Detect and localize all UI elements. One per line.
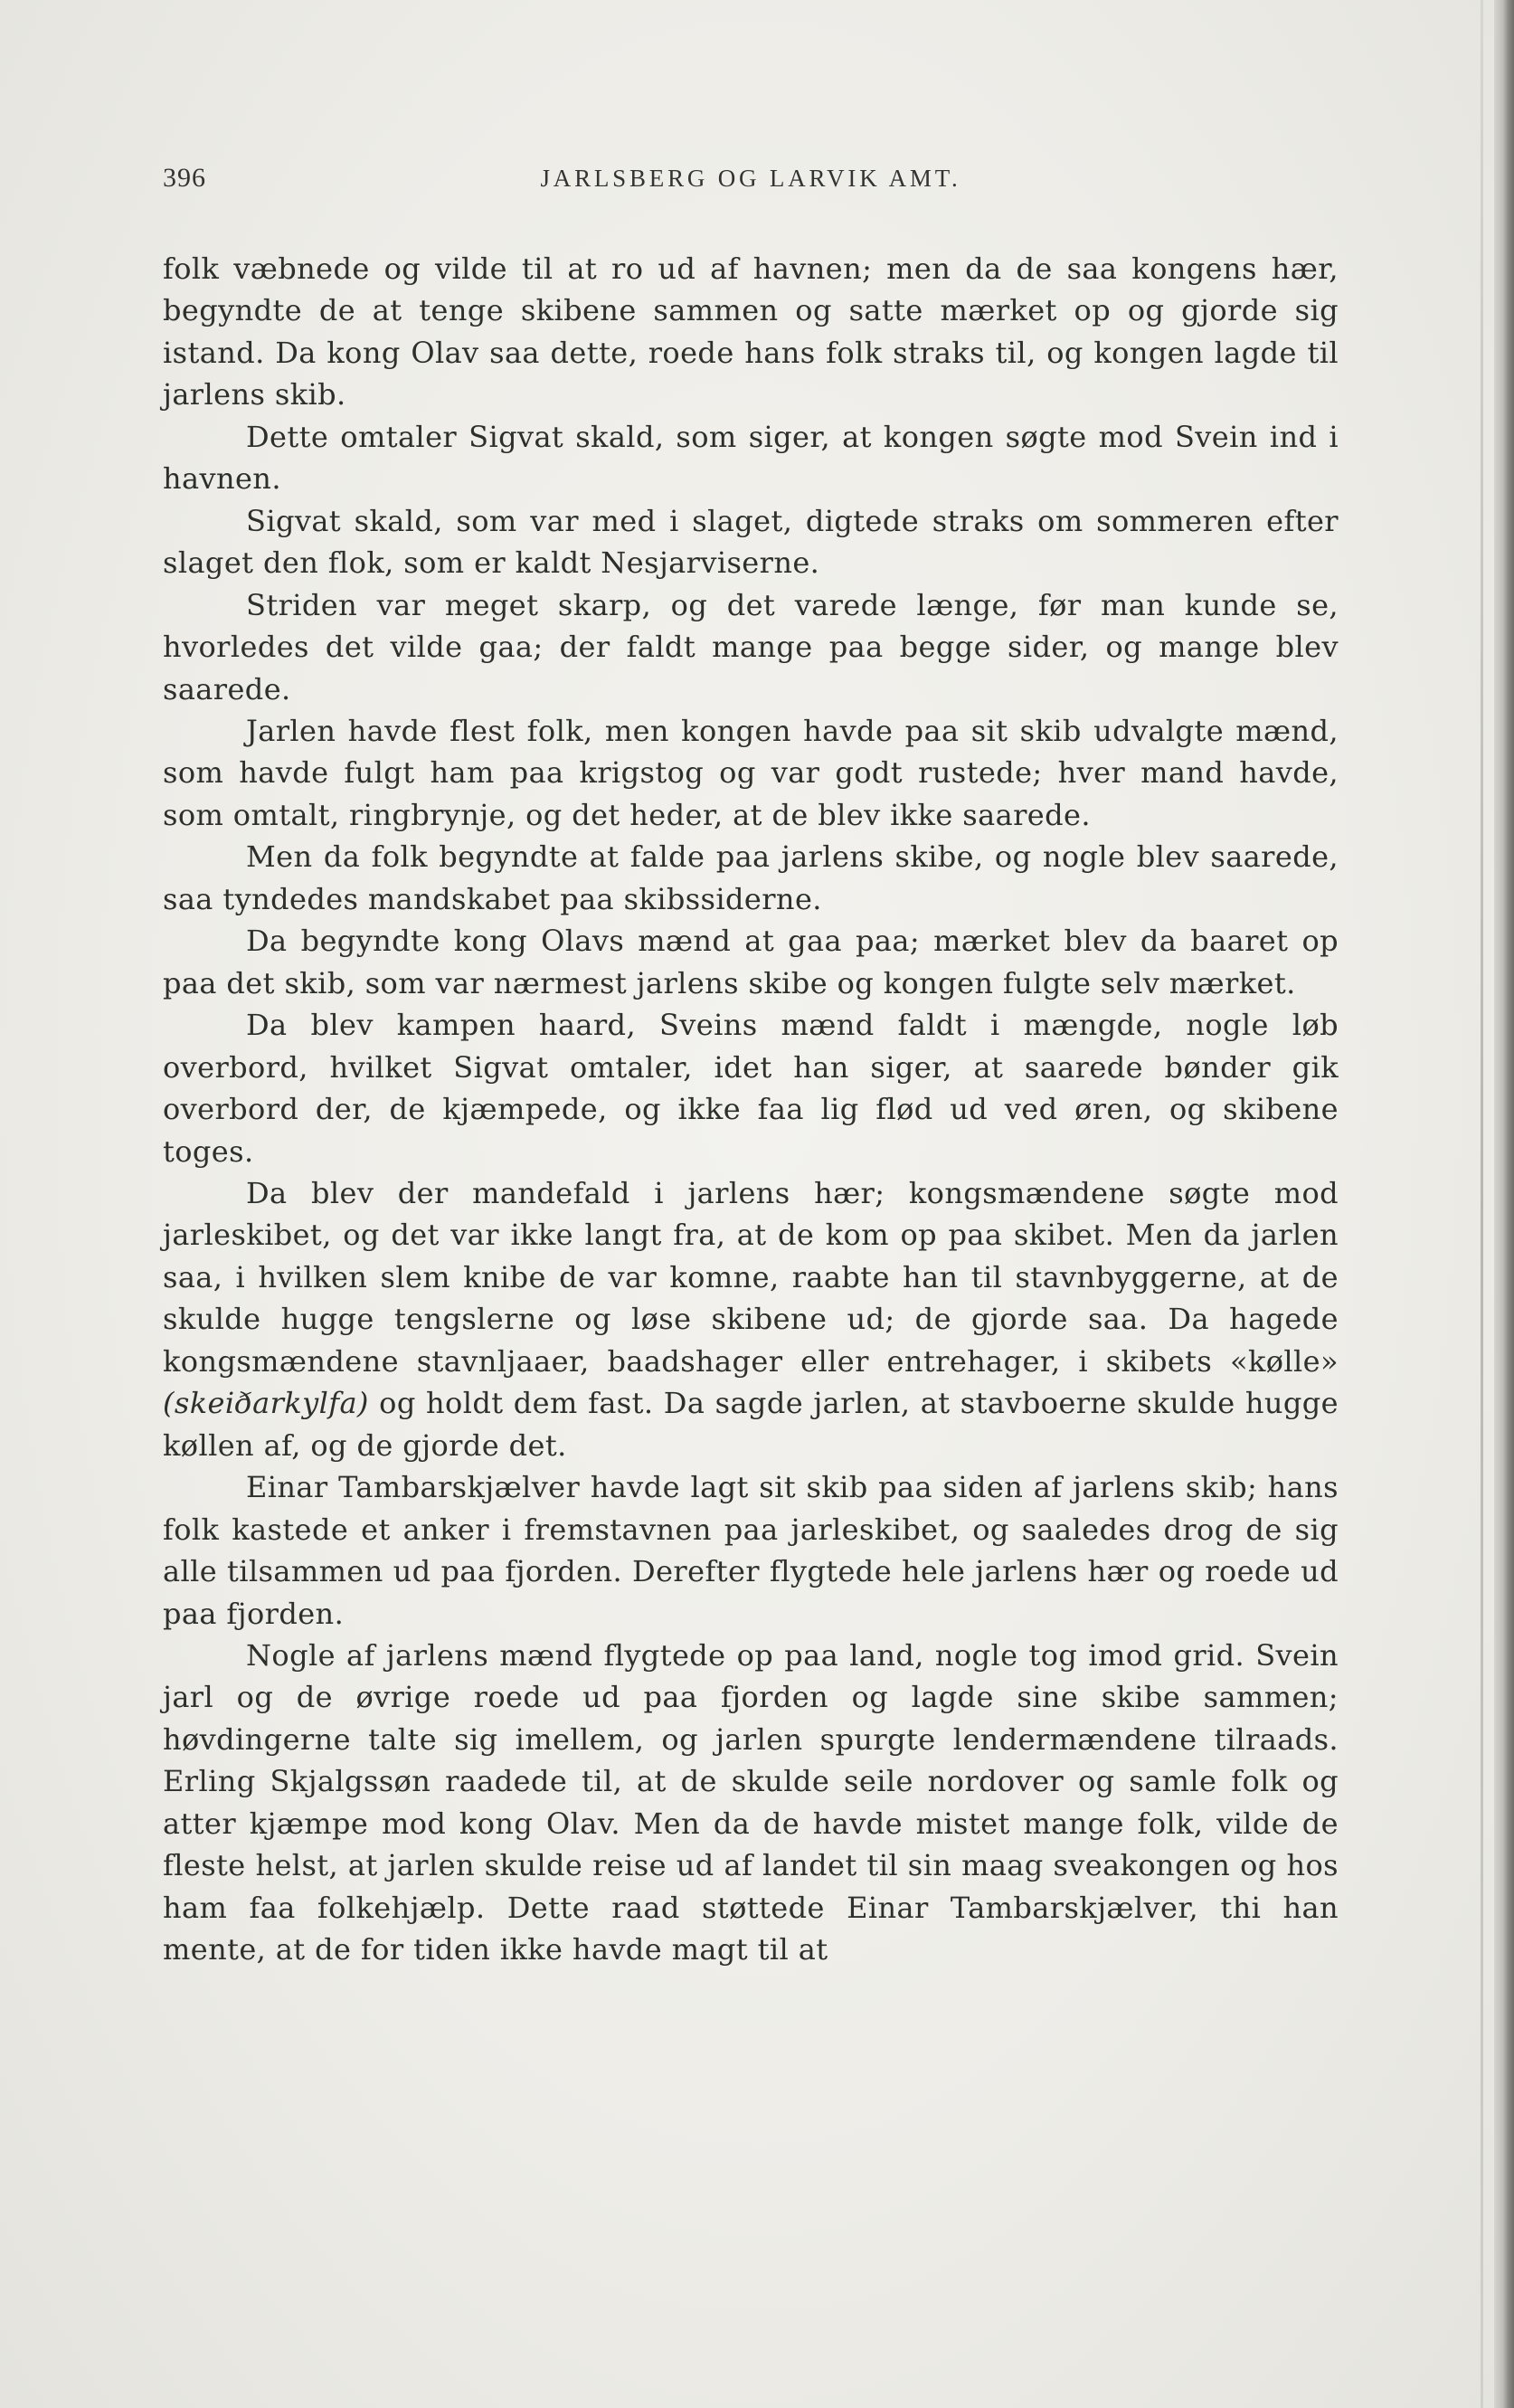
paragraph-7-text: Da begyndte kong Olavs mænd at gaa paa; mærket blev da baaret op paa det skib, som var nærmest jarlens skibe og kongen fulgte selv mærket. <box>163 924 1339 1000</box>
book-binding-edge <box>1494 0 1514 2408</box>
paragraph-7 <box>163 920 1339 1004</box>
paragraph-2-text: Dette omtaler Sigvat skald, som siger, at kongen søgte mod Svein ind i havnen. <box>163 419 1339 497</box>
paragraph-1 <box>163 248 1339 416</box>
paragraph-3 <box>163 500 1339 584</box>
binding-line <box>1481 0 1483 2408</box>
paragraph-9 <box>163 1172 1339 1466</box>
paragraph-10-text: Einar Tambarskjælver havde lagt sit skib paa siden af jarlens skib; hans folk kastede et anker i fremstavnen paa jarleskibet, og saaledes drog de sig alle tilsammen ud paa fjorden. Derefter flygtede hele jarlens hær og roede ud paa fjorden. <box>163 1470 1339 1631</box>
running-head <box>163 158 1339 204</box>
page-number: 396 <box>163 163 206 193</box>
paragraph-6 <box>163 836 1339 920</box>
paragraph-11-text: Nogle af jarlens mænd flygtede op paa land, nogle tog imod grid. Svein jarl og de øvrige roede ud paa fjorden og lagde sine skibe sammen; høvdingerne talte sig imellem, og jarlen spurgte lendermændene tilraads. Erling Skjalgssøn raadede til, at de skulde seile nordover og samle folk og atter kjæmpe mod kong Olav. Men da de havde mistet mange folk, vilde de fleste helst, at jarlen skulde reise ud af landet til sin maag sveakongen og hos ham faa folkehjælp. Dette raad støttede Einar Tambarskjælver, thi han mente, at de for tiden ikke havde magt til at <box>163 1637 1339 1967</box>
paragraph-2 <box>163 416 1339 500</box>
old-norse-term: (skeiðarkylfa) <box>163 1386 369 1421</box>
paragraph-9-text-before: Da blev der mandefald i jarlens hær; kongsmændene søgte mod jarleskibet, og det var ikke langt fra, at de kom op paa skibet. Men da jarlen saa, i hvilken slem knibe de var komne, raabte han til stavnbyggerne, at de skulde hugge tengslerne og løse skibene ud; de gjorde saa. Da hagede kongsmændene stavnljaaer, baadshager eller entrehager, i skibets «kølle» <box>163 1175 1339 1379</box>
paragraph-6-text: Men da folk begyndte at falde paa jarlens skibe, og nogle blev saarede, saa tyndedes mandskabet paa skibssiderne. <box>163 839 1339 916</box>
page-content <box>163 158 1339 2239</box>
paragraph-4-text: Striden var meget skarp, og det varede længe, før man kunde se, hvorledes det vilde gaa; der faldt mange paa begge sider, og mange blev saarede. <box>163 587 1339 706</box>
paragraph-9-text-after: og holdt dem fast. Da sagde jarlen, at stavboerne skulde hugge køllen af, og de gjorde det. <box>163 1386 1339 1463</box>
paragraph-11 <box>163 1635 1339 1971</box>
paragraph-3-text: Sigvat skald, som var med i slaget, digtede straks om sommeren efter slaget den flok, som er kaldt Nesjarviserne. <box>163 503 1339 581</box>
running-title: JARLSBERG OG LARVIK AMT. <box>540 165 961 192</box>
body-text <box>163 248 1339 1971</box>
paragraph-1-text: folk væbnede og vilde til at ro ud af havnen; men da de saa kongens hær, begyndte de at tenge skibene sammen og satte mærket op og gjorde sig istand. Da kong Olav saa dette, roede hans folk straks til, og kongen lagde til jarlens skib. <box>163 251 1339 412</box>
paragraph-5-text: Jarlen havde flest folk, men kongen havde paa sit skib udvalgte mænd, som havde fulgt ham paa krigstog og var godt rustede; hver mand havde, som omtalt, ringbrynje, og det heder, at de blev ikke saarede. <box>163 713 1339 832</box>
paragraph-8 <box>163 1004 1339 1172</box>
paragraph-4 <box>163 584 1339 710</box>
paragraph-5 <box>163 710 1339 836</box>
paragraph-10 <box>163 1466 1339 1635</box>
paragraph-8-text: Da blev kampen haard, Sveins mænd faldt i mængde, nogle løb overbord, hvilket Sigvat omtaler, idet han siger, at saarede bønder gik overbord der, de kjæmpede, og ikke faa lig flød ud ved øren, og skibene toges. <box>163 1008 1339 1169</box>
